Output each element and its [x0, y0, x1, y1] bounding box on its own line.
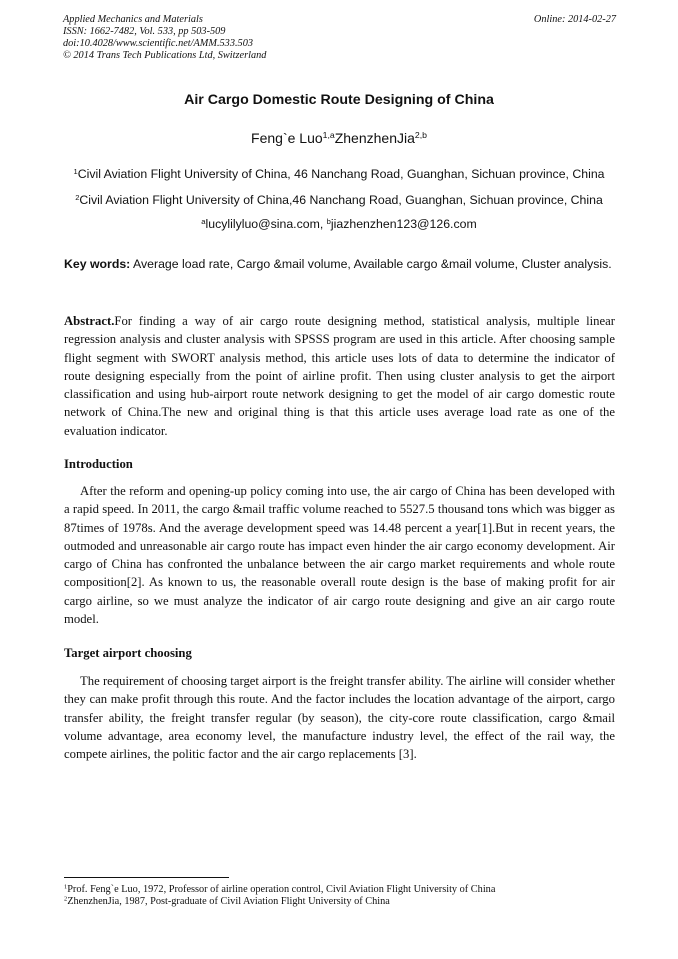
email-a[interactable]: lucylilyluo@sina.com,	[205, 217, 327, 231]
abstract-label: Abstract.	[64, 314, 115, 328]
footnote-1	[64, 884, 495, 896]
journal-header	[63, 14, 616, 62]
abstract	[64, 312, 615, 440]
affiliation-1-sup: 1	[73, 166, 78, 176]
author-emails	[0, 217, 678, 231]
introduction-paragraph: After the reform and opening-up policy coming into use, the air cargo of China has been developed with a rapid speed. In 2011, the cargo &mail traffic volume reached to 5527.5 thousand tons which was bigger as 87times of 1978s. And the average development speed was 14.48 percent a year[1].But in recent years, the outmoded and unreasonable air cargo route has impact even hinder the air cargo economy development. Air cargo of China has confronted the unbalance between the air cargo market requirements and whole route composition[2]. As known to us, the reasonable overall route design is the base of making profit for air cargo airline, so we must analyze the indicator of air cargo route designing and give an air cargo route model.	[64, 484, 615, 627]
affiliation-2	[0, 193, 678, 207]
author-1-sup: 1,a	[322, 130, 335, 141]
author-2-sup: 2,b	[414, 130, 427, 141]
target-airport-heading: Target airport choosing	[64, 646, 192, 660]
affiliation-1	[0, 167, 678, 181]
footnote-2-sup: 2	[64, 895, 68, 903]
keywords-text: Average load rate, Cargo &mail volume, Available cargo &mail volume, Cluster analysis.	[130, 257, 612, 271]
footnote-1-text: Prof. Feng`e Luo, 1972, Professor of airline operation control, Civil Aviation Flight University of China	[67, 884, 496, 895]
email-b[interactable]: jiazhenzhen123@126.com	[330, 217, 477, 231]
abstract-text: For finding a way of air cargo route designing method, statistical analysis, multiple linear regression analysis and cluster analysis with SPSSS program are used in this article. After choosing sample flight segment with SWORT analysis method, this article uses lots of data to determine the indicator of route designing especially from the point of airline profit. Then using cluster analysis to get the airport classification and using hub-airport route network designing to get the model of air cargo domestic route network of China.The new and original thing is that this article uses average load rate as one of the evaluation indicator.	[64, 314, 615, 438]
footnote-2-text: ZhenzhenJia, 1987, Post-graduate of Civil Aviation Flight University of China	[67, 896, 390, 907]
affiliation-2-text: Civil Aviation Flight University of China,46 Nanchang Road, Guanghan, Sichuan province, China	[79, 193, 603, 207]
journal-name: Applied Mechanics and Materials	[63, 14, 203, 25]
footnote-1-sup: 1	[64, 883, 68, 891]
email-a-sup: a	[201, 216, 206, 226]
copyright-line: © 2014 Trans Tech Publications Ltd, Switzerland	[63, 50, 267, 61]
target-airport-paragraph: The requirement of choosing target airport is the freight transfer ability. The airline will consider whether they can make profit through this route. And the factor includes the location advantage of the airport, cargo transfer ability, the freight transfer regular (by season), the city-core route classification, cargo &mail volume advantage, area economy level, the manufacture industry level, the effect of the rail way, the compete airlines, the politic factor and the air cargo replacements [3].	[64, 674, 615, 762]
author-1-name: Feng`e Luo	[251, 130, 323, 146]
email-b-sup: b	[326, 216, 331, 226]
keywords-label: Key words:	[64, 257, 131, 271]
affiliation-1-text: Civil Aviation Flight University of China, 46 Nanchang Road, Guanghan, Sichuan province, China	[77, 167, 605, 181]
paper-title: Air Cargo Domestic Route Designing of China	[184, 92, 494, 108]
keywords	[64, 255, 615, 273]
footnote-rule	[64, 877, 229, 878]
issn-line: ISSN: 1662-7482, Vol. 533, pp 503-509	[63, 26, 226, 37]
author-2-name: ZhenzhenJia	[334, 130, 415, 146]
doi-line[interactable]: doi:10.4028/www.scientific.net/AMM.533.503	[63, 38, 253, 49]
author-line	[0, 130, 678, 146]
online-date: Online: 2014-02-27	[533, 14, 616, 25]
introduction-heading: Introduction	[64, 457, 133, 471]
affiliation-2-sup: 2	[75, 192, 80, 202]
footnote-2	[64, 896, 390, 908]
